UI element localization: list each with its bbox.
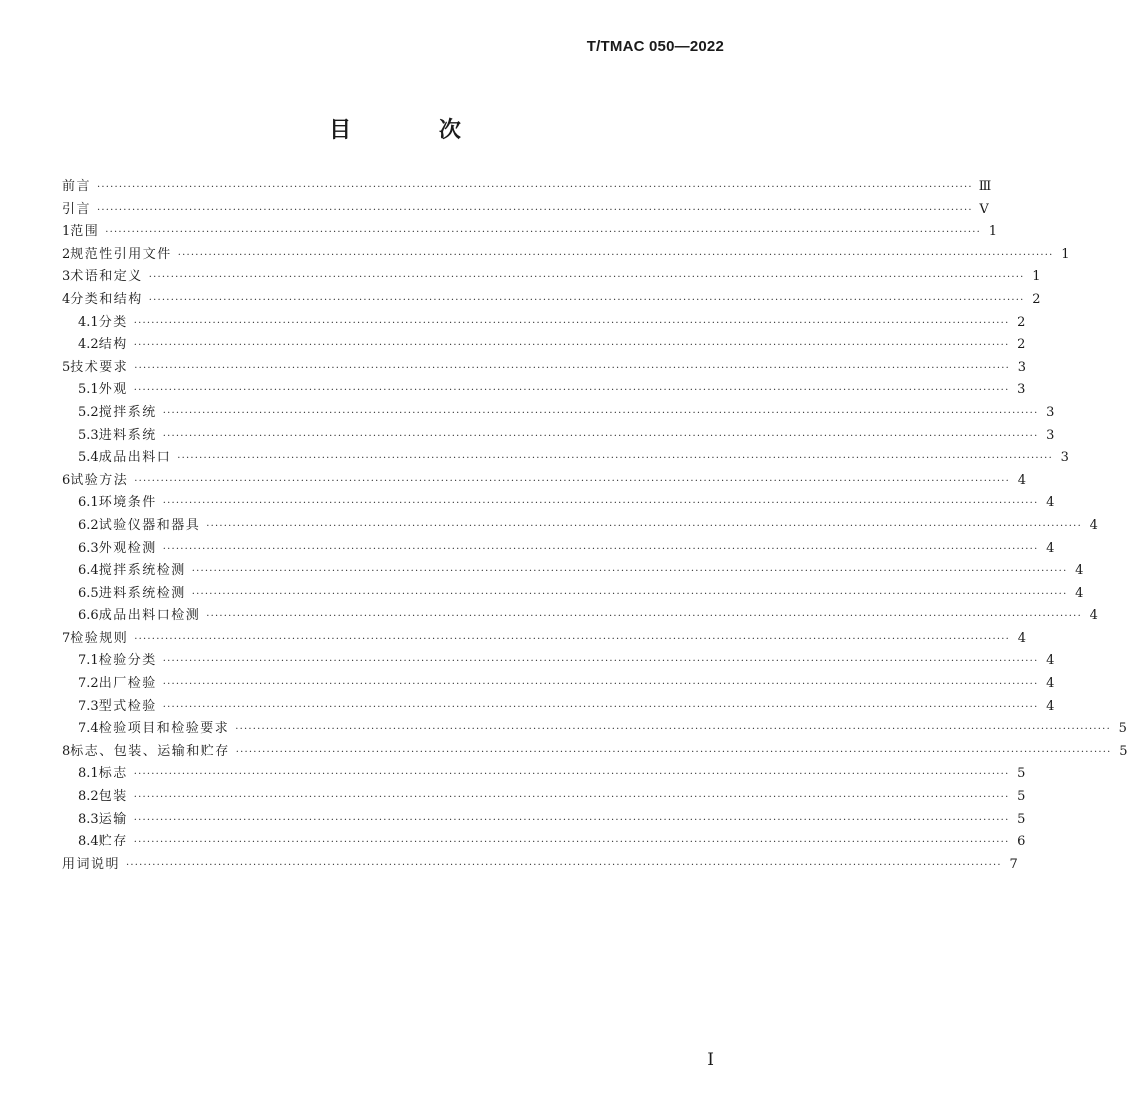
toc-entry-number: 8.4 xyxy=(78,834,99,850)
toc-entry-label: 成品出料口检测 xyxy=(98,608,201,624)
toc-entry-label: 贮存 xyxy=(98,834,128,850)
toc-leader-dots: ········································································································································································································ xyxy=(191,566,1068,578)
toc-leader-dots: ········································································································································································································ xyxy=(162,430,1039,442)
toc-entry[interactable] xyxy=(62,334,1026,357)
toc-entry-number: 4.1 xyxy=(78,314,99,330)
toc-leader-dots: ········································································································································································································ xyxy=(133,837,1010,849)
toc-entry-number: 5.1 xyxy=(78,382,99,398)
toc-entry-page: 4 xyxy=(1075,563,1084,579)
toc-entry-number: 5 xyxy=(62,359,71,375)
toc-entry-label: 搅拌系统检测 xyxy=(98,563,186,579)
toc-entry-number: 4.2 xyxy=(78,337,99,353)
toc-entry-number: 2 xyxy=(62,246,71,262)
toc-leader-dots: ········································································································································································································ xyxy=(133,769,1010,781)
toc-leader-dots: ········································································································································································································ xyxy=(97,204,973,216)
toc-entry-page: 4 xyxy=(1017,472,1027,488)
toc-entry[interactable] xyxy=(62,831,1026,854)
toc-entry[interactable] xyxy=(62,199,989,222)
toc-entry[interactable] xyxy=(62,741,1128,764)
toc-entry-page: 4 xyxy=(1046,495,1055,511)
toc-entry-number: 5.4 xyxy=(78,450,99,466)
toc-leader-dots: ········································································································································································································ xyxy=(105,227,982,239)
toc-entry-number: 7 xyxy=(62,630,71,646)
page-title-text: 目 次 xyxy=(329,118,501,143)
toc-entry-label: 术语和定义 xyxy=(70,269,143,285)
toc-entry-label: 前言 xyxy=(62,179,92,194)
toc-entry-number: 8 xyxy=(62,743,71,759)
toc-entry-label: 技术要求 xyxy=(70,359,129,375)
toc-entry[interactable] xyxy=(62,538,1055,561)
toc-entry[interactable] xyxy=(62,357,1027,380)
document-id: T/TMAC 050—2022 xyxy=(586,38,724,55)
toc-entry-number: 6.2 xyxy=(78,517,99,533)
toc-entry-page: 1 xyxy=(1061,246,1070,262)
toc-entry[interactable] xyxy=(62,470,1027,493)
toc-leader-dots: ········································································································································································································ xyxy=(134,362,1011,374)
toc-entry[interactable] xyxy=(62,560,1084,583)
toc-leader-dots: ········································································································································································································ xyxy=(134,475,1011,487)
toc-entry-label: 分类和结构 xyxy=(70,291,143,307)
toc-entry[interactable] xyxy=(62,244,1070,267)
page-number: Ⅰ xyxy=(707,1050,714,1070)
toc-leader-dots: ········································································································································································································ xyxy=(97,182,973,193)
toc-entry-page: 3 xyxy=(1017,382,1026,398)
toc-entry-page: Ⅴ xyxy=(979,201,989,217)
toc-entry-number: 1 xyxy=(62,224,71,240)
toc-entry-label: 分类 xyxy=(98,314,128,330)
toc-entry[interactable] xyxy=(62,673,1055,696)
toc-entry-number: 7.3 xyxy=(78,698,99,714)
toc-entry-label: 检验项目和检验要求 xyxy=(98,721,230,737)
toc-entry-number: 7.1 xyxy=(78,653,99,669)
toc-entry-label: 型式检验 xyxy=(98,698,157,714)
toc-entry-label: 进料系统检测 xyxy=(98,585,186,601)
toc-entry-page: 5 xyxy=(1118,721,1127,737)
toc-leader-dots: ········································································································································································································ xyxy=(177,249,1054,261)
toc-entry-page: 4 xyxy=(1075,585,1084,601)
toc-entry-label: 试验方法 xyxy=(70,472,129,488)
toc-leader-dots: ········································································································································································································ xyxy=(177,453,1053,465)
toc-entry-label: 用词说明 xyxy=(62,856,121,872)
toc-entry[interactable] xyxy=(62,425,1055,448)
toc-entry-label: 外观 xyxy=(98,382,128,398)
toc-entry-page: 4 xyxy=(1046,653,1055,669)
toc-leader-dots: ········································································································································································································ xyxy=(162,656,1039,668)
toc-entry-label: 环境条件 xyxy=(98,495,157,511)
toc-leader-dots: ········································································································································································································ xyxy=(162,498,1039,510)
toc-entry-number: 8.2 xyxy=(78,789,99,805)
toc-leader-dots: ········································································································································································································ xyxy=(133,814,1010,826)
toc-entry[interactable] xyxy=(62,492,1055,515)
toc-entry-label: 检验规则 xyxy=(70,630,129,646)
toc-entry-number: 6 xyxy=(62,472,71,488)
toc-entry[interactable] xyxy=(62,809,1026,832)
toc-entry-page: 4 xyxy=(1046,540,1055,556)
toc-entry-label: 外观检测 xyxy=(98,540,157,556)
toc-entry-number: 5.2 xyxy=(78,404,99,420)
toc-entry[interactable] xyxy=(62,696,1055,719)
toc-entry[interactable] xyxy=(62,447,1069,470)
toc-entry-number: 8.3 xyxy=(78,811,99,827)
toc-entry-label: 标志、包装、运输和贮存 xyxy=(70,743,230,759)
toc-entry-number: 6.3 xyxy=(78,540,99,556)
toc-leader-dots: ········································································································································································································ xyxy=(134,633,1011,645)
toc-entry-number: 6.1 xyxy=(78,495,99,511)
toc-entry-page: 3 xyxy=(1046,427,1055,443)
toc-entry-page: 5 xyxy=(1017,811,1026,827)
toc-entry[interactable] xyxy=(62,854,1018,877)
toc-entry-page: Ⅲ xyxy=(978,179,992,194)
toc-leader-dots: ········································································································································································································ xyxy=(126,859,1002,871)
toc-entry-page: 6 xyxy=(1017,834,1026,850)
toc-entry-page: 5 xyxy=(1017,766,1026,782)
toc-entry-label: 出厂检验 xyxy=(98,676,157,692)
toc-entry-label: 运输 xyxy=(98,811,128,827)
toc-leader-dots: ········································································································································································································ xyxy=(235,746,1112,758)
toc-entry-label: 试验仪器和器具 xyxy=(98,517,201,533)
toc-entry-page: 2 xyxy=(1017,337,1026,353)
toc-entry-number: 5.3 xyxy=(78,427,99,443)
toc-entry-label: 进料系统 xyxy=(98,427,157,443)
toc-entry-label: 范围 xyxy=(70,224,100,240)
toc-entry-page: 7 xyxy=(1009,856,1018,872)
toc-entry-page: 4 xyxy=(1017,630,1027,646)
toc-entry[interactable] xyxy=(62,763,1026,786)
toc-entry[interactable] xyxy=(62,176,992,199)
toc-entry[interactable] xyxy=(62,312,1026,335)
toc-leader-dots: ········································································································································································································ xyxy=(148,272,1025,284)
toc-entry-label: 结构 xyxy=(98,337,128,353)
toc-entry-page: 1 xyxy=(1032,269,1041,285)
toc-entry-number: 4 xyxy=(62,291,71,307)
page-title xyxy=(0,113,790,144)
toc-entry-number: 7.2 xyxy=(78,676,99,692)
toc-leader-dots: ········································································································································································································ xyxy=(162,543,1039,555)
toc-entry-page: 1 xyxy=(988,224,998,240)
toc-entry[interactable] xyxy=(62,786,1026,809)
toc-leader-dots: ········································································································································································································ xyxy=(133,385,1010,397)
toc-entry[interactable] xyxy=(62,650,1055,673)
toc-entry-page: 4 xyxy=(1089,517,1098,533)
toc-leader-dots: ········································································································································································································ xyxy=(133,792,1010,804)
toc-leader-dots: ········································································································································································································ xyxy=(148,294,1025,306)
toc-entry-page: 2 xyxy=(1032,291,1041,307)
toc-leader-dots: ········································································································································································································ xyxy=(191,588,1068,600)
toc-entry-page: 2 xyxy=(1017,314,1026,330)
toc-entry-label: 包装 xyxy=(98,789,128,805)
toc-entry-number: 6.4 xyxy=(78,563,99,579)
toc-entry[interactable] xyxy=(62,402,1055,425)
toc-entry-label: 规范性引用文件 xyxy=(70,246,172,262)
toc-entry-number: 3 xyxy=(62,269,71,285)
toc-entry-number: 6.5 xyxy=(78,585,99,601)
toc-entry-label: 检验分类 xyxy=(98,653,157,669)
toc-entry-page: 4 xyxy=(1046,698,1055,714)
toc-leader-dots: ········································································································································································································ xyxy=(162,679,1039,691)
toc-entry[interactable] xyxy=(62,379,1026,402)
toc-entry[interactable] xyxy=(62,515,1098,538)
toc-entry-label: 引言 xyxy=(62,201,92,217)
toc-leader-dots: ········································································································································································································ xyxy=(162,701,1039,713)
table-of-contents xyxy=(62,176,1128,876)
toc-entry-number: 6.6 xyxy=(78,608,99,624)
toc-entry-page: 5 xyxy=(1119,743,1128,759)
toc-entry[interactable] xyxy=(62,221,998,244)
toc-entry-number: 7.4 xyxy=(78,721,99,737)
toc-entry[interactable] xyxy=(62,718,1127,741)
toc-entry[interactable] xyxy=(62,605,1098,628)
toc-leader-dots: ········································································································································································································ xyxy=(133,317,1010,329)
toc-entry-label: 标志 xyxy=(98,766,128,782)
toc-entry[interactable] xyxy=(62,583,1084,606)
toc-entry-page: 4 xyxy=(1046,676,1055,692)
toc-leader-dots: ········································································································································································································ xyxy=(133,340,1010,352)
toc-entry-page: 3 xyxy=(1046,404,1055,420)
toc-entry-label: 成品出料口 xyxy=(98,450,172,466)
toc-entry-page: 3 xyxy=(1017,359,1027,375)
toc-entry-page: 5 xyxy=(1017,789,1026,805)
toc-entry-page: 3 xyxy=(1060,450,1069,466)
toc-entry[interactable] xyxy=(62,628,1027,651)
toc-leader-dots: ········································································································································································································ xyxy=(206,611,1082,623)
toc-entry-page: 4 xyxy=(1089,608,1098,624)
toc-entry[interactable] xyxy=(62,289,1041,312)
toc-leader-dots: ········································································································································································································ xyxy=(162,407,1039,419)
toc-entry-number: 8.1 xyxy=(78,766,99,782)
toc-entry-label: 搅拌系统 xyxy=(98,404,157,420)
toc-entry[interactable] xyxy=(62,266,1041,289)
toc-leader-dots: ········································································································································································································ xyxy=(235,724,1111,736)
toc-leader-dots: ········································································································································································································ xyxy=(206,520,1082,532)
